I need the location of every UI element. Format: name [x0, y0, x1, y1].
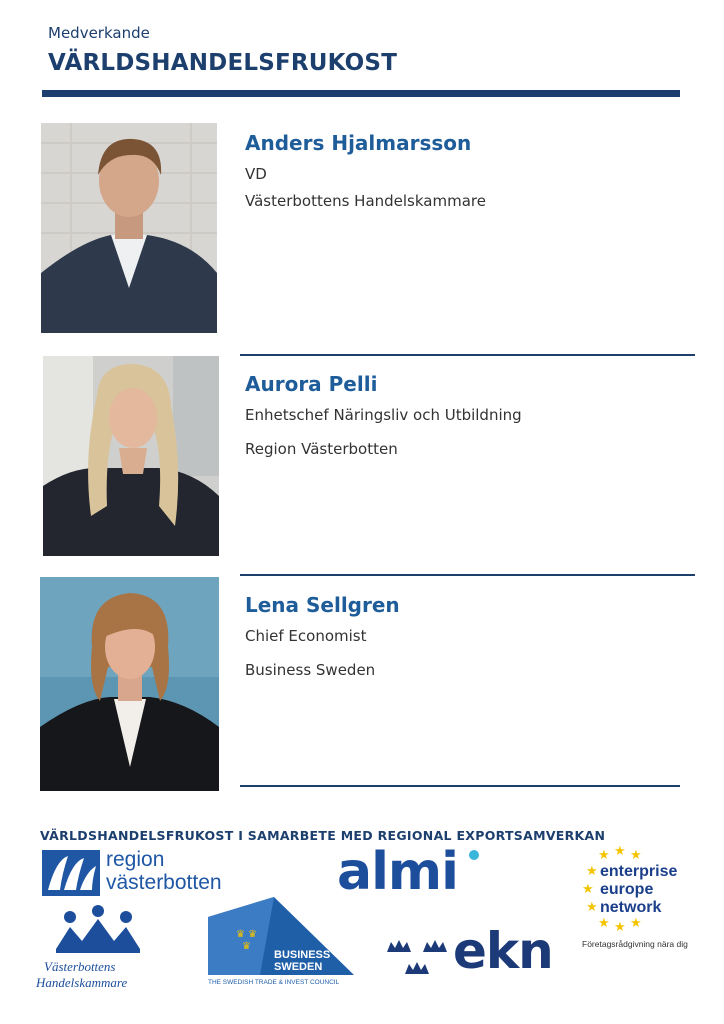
- partners-title: VÄRLDSHANDELSFRUKOST I SAMARBETE MED REGIONAL EXPORTSAMVERKAN: [40, 828, 606, 843]
- handelskammare-line2: Handelskammare: [36, 975, 128, 990]
- speaker-divider: [240, 574, 695, 576]
- enterprise-europe-network-logo: [580, 845, 700, 955]
- page-title: VÄRLDSHANDELSFRUKOST: [48, 50, 398, 76]
- vasterbottens-handelskammare-logo: [36, 905, 156, 997]
- speaker-name: Aurora Pelli: [245, 372, 378, 396]
- speaker-divider: [240, 354, 695, 356]
- region-logo-line2: västerbotten: [106, 871, 222, 894]
- ekn-logo: [385, 922, 565, 984]
- een-line2: europe: [600, 881, 654, 898]
- speaker-photo-aurora: [43, 356, 219, 556]
- crown-swans-icon: [50, 905, 146, 955]
- speaker-organization: Västerbottens Handelskammare: [245, 192, 486, 210]
- three-crowns-icon: [385, 934, 449, 978]
- speaker-divider: [240, 785, 680, 787]
- een-line3: network: [600, 899, 662, 916]
- region-logo-mark: [42, 850, 100, 896]
- almi-logo-text: almi: [337, 842, 458, 902]
- svg-text:★: ★: [582, 882, 594, 897]
- speaker-role: VD: [245, 165, 267, 183]
- svg-text:★: ★: [598, 848, 610, 863]
- een-tagline: Företagsrådgivning nära dig: [582, 939, 688, 949]
- region-logo-line1: region: [106, 848, 165, 871]
- speaker-photo-anders: [41, 123, 217, 333]
- speaker-role: Enhetschef Näringsliv och Utbildning: [245, 406, 522, 424]
- svg-text:★: ★: [586, 900, 598, 915]
- title-divider: [42, 90, 680, 97]
- almi-accent: [469, 850, 479, 860]
- svg-text:★: ★: [614, 920, 626, 935]
- speaker-name: Anders Hjalmarsson: [245, 131, 472, 155]
- speaker-name: Lena Sellgren: [245, 593, 400, 617]
- speaker-role: Chief Economist: [245, 627, 367, 645]
- een-line1: enterprise: [600, 863, 678, 880]
- speaker-organization: Business Sweden: [245, 661, 376, 679]
- business-sweden-logo: [208, 895, 354, 991]
- svg-text:★: ★: [598, 916, 610, 931]
- page-kicker: Medverkande: [48, 24, 150, 42]
- handelskammare-line1: Västerbottens: [44, 959, 116, 974]
- svg-text:★: ★: [614, 845, 626, 859]
- ekn-logo-text: ekn: [453, 922, 553, 980]
- svg-text:♛: ♛: [236, 929, 245, 940]
- svg-text:♛: ♛: [242, 941, 251, 952]
- speaker-organization: Region Västerbotten: [245, 440, 398, 458]
- business-sweden-line2: SWEDEN: [274, 961, 323, 973]
- business-sweden-line1: BUSINESS: [274, 949, 331, 961]
- region-vasterbotten-logo: [42, 850, 242, 898]
- business-sweden-tagline: THE SWEDISH TRADE & INVEST COUNCIL: [208, 979, 340, 986]
- speaker-photo-lena: [40, 577, 219, 791]
- svg-text:★: ★: [630, 916, 642, 931]
- almi-logo: [337, 842, 487, 902]
- svg-text:★: ★: [586, 864, 598, 879]
- svg-text:★: ★: [630, 848, 642, 863]
- svg-text:♛: ♛: [248, 929, 257, 940]
